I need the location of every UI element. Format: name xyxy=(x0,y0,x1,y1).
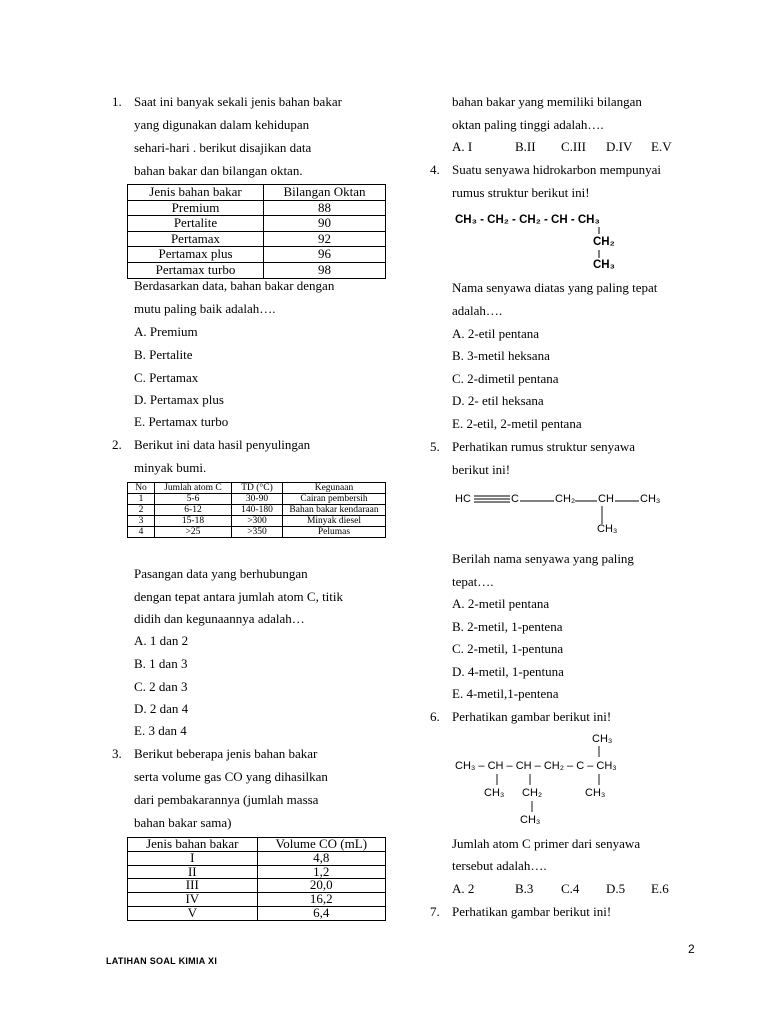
q3-line-1: Berikut beberapa jenis bahan bakar xyxy=(134,746,318,761)
q3-line-2: serta volume gas CO yang dihasilkan xyxy=(134,769,328,784)
table-cell: 90 xyxy=(264,216,386,232)
q3-option-c[interactable]: C.III xyxy=(561,139,586,154)
q1-option-d[interactable]: D. Pertamax plus xyxy=(134,392,224,407)
q6-bond-line xyxy=(528,774,534,788)
q6-formula-top: CH₃ xyxy=(592,733,613,745)
q3-number: 3. xyxy=(112,746,122,761)
q1-line-2: yang digunakan dalam kehidupan xyxy=(134,117,310,132)
q3-co-volume-table xyxy=(127,837,386,921)
q5-formula-ch: CH xyxy=(598,493,614,505)
q6-option-d[interactable]: D.5 xyxy=(606,881,626,896)
q4-option-b[interactable]: B. 3-metil heksana xyxy=(452,348,550,363)
table-cell: 140-180 xyxy=(232,505,283,516)
q2-after-2: dengan tepat antara jumlah atom C, titik xyxy=(134,589,344,604)
q2-option-b[interactable]: B. 1 dan 3 xyxy=(134,656,188,671)
q6-option-b[interactable]: B.3 xyxy=(515,881,534,896)
q3-option-d[interactable]: D.IV xyxy=(606,139,633,154)
table-cell: 3 xyxy=(128,516,155,527)
q5-triple-bond xyxy=(474,495,514,505)
q5-number: 5. xyxy=(430,439,440,454)
q2-line-1: Berikut ini data hasil penyulingan xyxy=(134,437,311,452)
table-cell: 98 xyxy=(264,262,386,278)
q2-option-c[interactable]: C. 2 dan 3 xyxy=(134,679,188,694)
table-cell: 6,4 xyxy=(257,906,385,920)
q6-bond-line xyxy=(597,746,603,760)
q4-option-e[interactable]: E. 2-etil, 2-metil pentana xyxy=(452,416,582,431)
q4-line-2: rumus struktur berikut ini! xyxy=(452,185,590,200)
q6-bond-line xyxy=(495,774,501,788)
q5-formula-ch2: CH₂ xyxy=(555,493,576,505)
q1-after-2: mutu paling baik adalah…. xyxy=(134,301,276,316)
q1-number: 1. xyxy=(112,94,122,109)
q2-distillation-table xyxy=(127,482,386,538)
q3-cont-2: oktan paling tinggi adalah…. xyxy=(452,117,604,132)
table-cell: IV xyxy=(128,893,258,907)
q3-line-3: dari pembakarannya (jumlah massa xyxy=(134,792,319,807)
q4-line-1: Suatu senyawa hidrokarbon mempunyai xyxy=(452,162,662,177)
q5-formula-c: C xyxy=(511,493,519,505)
q2-option-d[interactable]: D. 2 dan 4 xyxy=(134,701,189,716)
q4-formula-branch2: CH₃ xyxy=(593,259,615,271)
q6-line-1: Perhatikan gambar berikut ini! xyxy=(452,709,612,724)
q6-option-c[interactable]: C.4 xyxy=(561,881,580,896)
table-cell: 2 xyxy=(128,505,155,516)
q1-option-e[interactable]: E. Pertamax turbo xyxy=(134,414,229,429)
page-number: 2 xyxy=(688,942,695,956)
q1-option-b[interactable]: B. Pertalite xyxy=(134,347,193,362)
q5-line-2: berikut ini! xyxy=(452,462,511,477)
q6-option-e[interactable]: E.6 xyxy=(651,881,669,896)
q2-option-a[interactable]: A. 1 dan 2 xyxy=(134,633,189,648)
q1-octane-table xyxy=(127,184,386,279)
table-header: Jenis bahan bakar xyxy=(128,838,258,852)
table-row xyxy=(128,879,386,893)
table-row xyxy=(128,494,386,505)
table-cell: Pertamax plus xyxy=(128,247,264,263)
q6-formula-main: CH₃ – CH – CH – CH₂ – C – CH₃ xyxy=(455,760,617,772)
table-cell: 1,2 xyxy=(257,865,385,879)
table-cell: II xyxy=(128,865,258,879)
q4-number: 4. xyxy=(430,162,440,177)
q1-line-1: Saat ini banyak sekali jenis bahan bakar xyxy=(134,94,342,109)
q5-after-2: tepat…. xyxy=(452,574,494,589)
q5-bond-line xyxy=(520,500,560,504)
table-cell: >300 xyxy=(232,516,283,527)
q6-after-2: tersebut adalah…. xyxy=(452,858,547,873)
q2-after-1: Pasangan data yang berhubungan xyxy=(134,566,308,581)
table-cell: I xyxy=(128,851,258,865)
q1-option-a[interactable]: A. Premium xyxy=(134,324,198,339)
table-cell: >25 xyxy=(155,527,232,538)
table-cell: Premium xyxy=(128,200,264,216)
table-row xyxy=(128,231,386,247)
table-row xyxy=(128,906,386,920)
q2-line-2: minyak bumi. xyxy=(134,460,207,475)
table-row xyxy=(128,505,386,516)
table-row xyxy=(128,247,386,263)
q1-line-4: bahan bakar dan bilangan oktan. xyxy=(134,163,303,178)
q2-after-3: didih dan kegunaannya adalah… xyxy=(134,611,305,626)
q3-cont-1: bahan bakar yang memiliki bilangan xyxy=(452,94,642,109)
table-row xyxy=(128,200,386,216)
table-cell: 4 xyxy=(128,527,155,538)
table-cell: 4,8 xyxy=(257,851,385,865)
q4-option-a[interactable]: A. 2-etil pentana xyxy=(452,326,539,341)
q6-formula-b4: CH₃ xyxy=(585,787,606,799)
q5-line-1: Perhatikan rumus struktur senyawa xyxy=(452,439,636,454)
q2-number: 2. xyxy=(112,437,122,452)
q4-option-c[interactable]: C. 2-dimetil pentana xyxy=(452,371,559,386)
table-cell: 92 xyxy=(264,231,386,247)
table-header: Bilangan Oktan xyxy=(264,185,386,201)
q5-after-1: Berilah nama senyawa yang paling xyxy=(452,551,634,566)
table-row xyxy=(128,262,386,278)
q5-option-a[interactable]: A. 2-metil pentana xyxy=(452,596,550,611)
table-cell: 30-90 xyxy=(232,494,283,505)
q1-after-1: Berdasarkan data, bahan bakar dengan xyxy=(134,278,335,293)
table-row xyxy=(128,865,386,879)
table-cell: III xyxy=(128,879,258,893)
q5-formula-ch3: CH₃ xyxy=(640,493,661,505)
q3-option-e[interactable]: E.V xyxy=(651,139,672,154)
q6-formula-b2: CH₂ xyxy=(522,787,543,799)
q5-formula-hc: HC xyxy=(455,493,471,505)
table-cell: 1 xyxy=(128,494,155,505)
table-cell: >350 xyxy=(232,527,283,538)
q7-line-1: Perhatikan gambar berikut ini! xyxy=(452,904,612,919)
q1-option-c[interactable]: C. Pertamax xyxy=(134,370,199,385)
table-row xyxy=(128,893,386,907)
table-header: Volume CO (mL) xyxy=(257,838,385,852)
table-cell: V xyxy=(128,906,258,920)
q6-formula-b3: CH₃ xyxy=(520,814,541,826)
q6-formula-b1: CH₃ xyxy=(484,787,505,799)
q3-option-a[interactable]: A. I xyxy=(452,139,473,154)
table-cell: Pertalite xyxy=(128,216,264,232)
q4-after-1: Nama senyawa diatas yang paling tepat xyxy=(452,280,658,295)
table-cell: Minyak diesel xyxy=(283,516,386,527)
q4-formula-branch1: CH₂ xyxy=(593,236,615,248)
table-cell: 15-18 xyxy=(155,516,232,527)
table-cell: 20,0 xyxy=(257,879,385,893)
q4-formula-main: CH₃ - CH₂ - CH₂ - CH - CH₃ xyxy=(455,214,600,226)
table-row xyxy=(128,851,386,865)
q5-option-d[interactable]: D. 4-metil, 1-pentuna xyxy=(452,664,564,679)
q4-after-2: adalah…. xyxy=(452,303,503,318)
table-header: No xyxy=(128,483,155,494)
table-cell: Bahan bakar kendaraan xyxy=(283,505,386,516)
table-header: Kegunaan xyxy=(283,483,386,494)
table-cell: Pertamax xyxy=(128,231,264,247)
table-cell: Cairan pembersih xyxy=(283,494,386,505)
q5-formula-branch: CH₃ xyxy=(597,523,618,535)
q6-bond-line xyxy=(530,801,536,815)
q6-bond-line xyxy=(597,774,603,788)
table-cell: Pelumas xyxy=(283,527,386,538)
table-row xyxy=(128,527,386,538)
q3-line-4: bahan bakar sama) xyxy=(134,815,232,830)
table-header: Jumlah atom C xyxy=(155,483,232,494)
table-cell: 96 xyxy=(264,247,386,263)
q3-option-b[interactable]: B.II xyxy=(515,139,536,154)
q4-option-d[interactable]: D. 2- etil heksana xyxy=(452,393,544,408)
footer-title: LATIHAN SOAL KIMIA XI xyxy=(106,956,218,966)
table-cell: 16,2 xyxy=(257,893,385,907)
table-header: Jenis bahan bakar xyxy=(128,185,264,201)
table-cell: 88 xyxy=(264,200,386,216)
table-cell: 5-6 xyxy=(155,494,232,505)
table-row xyxy=(128,516,386,527)
q6-after-1: Jumlah atom C primer dari senyawa xyxy=(452,836,641,851)
q5-option-b[interactable]: B. 2-metil, 1-pentena xyxy=(452,619,563,634)
table-row xyxy=(128,216,386,232)
q6-number: 6. xyxy=(430,709,440,724)
q7-number: 7. xyxy=(430,904,440,919)
table-cell: Pertamax turbo xyxy=(128,262,264,278)
table-cell: 6-12 xyxy=(155,505,232,516)
q6-option-a[interactable]: A. 2 xyxy=(452,881,475,896)
q5-option-c[interactable]: C. 2-metil, 1-pentuna xyxy=(452,641,564,656)
table-header: TD (°C) xyxy=(232,483,283,494)
q2-option-e[interactable]: E. 3 dan 4 xyxy=(134,723,187,738)
q5-option-e[interactable]: E. 4-metil,1-pentena xyxy=(452,686,559,701)
q1-line-3: sehari-hari . berikut disajikan data xyxy=(134,140,312,155)
